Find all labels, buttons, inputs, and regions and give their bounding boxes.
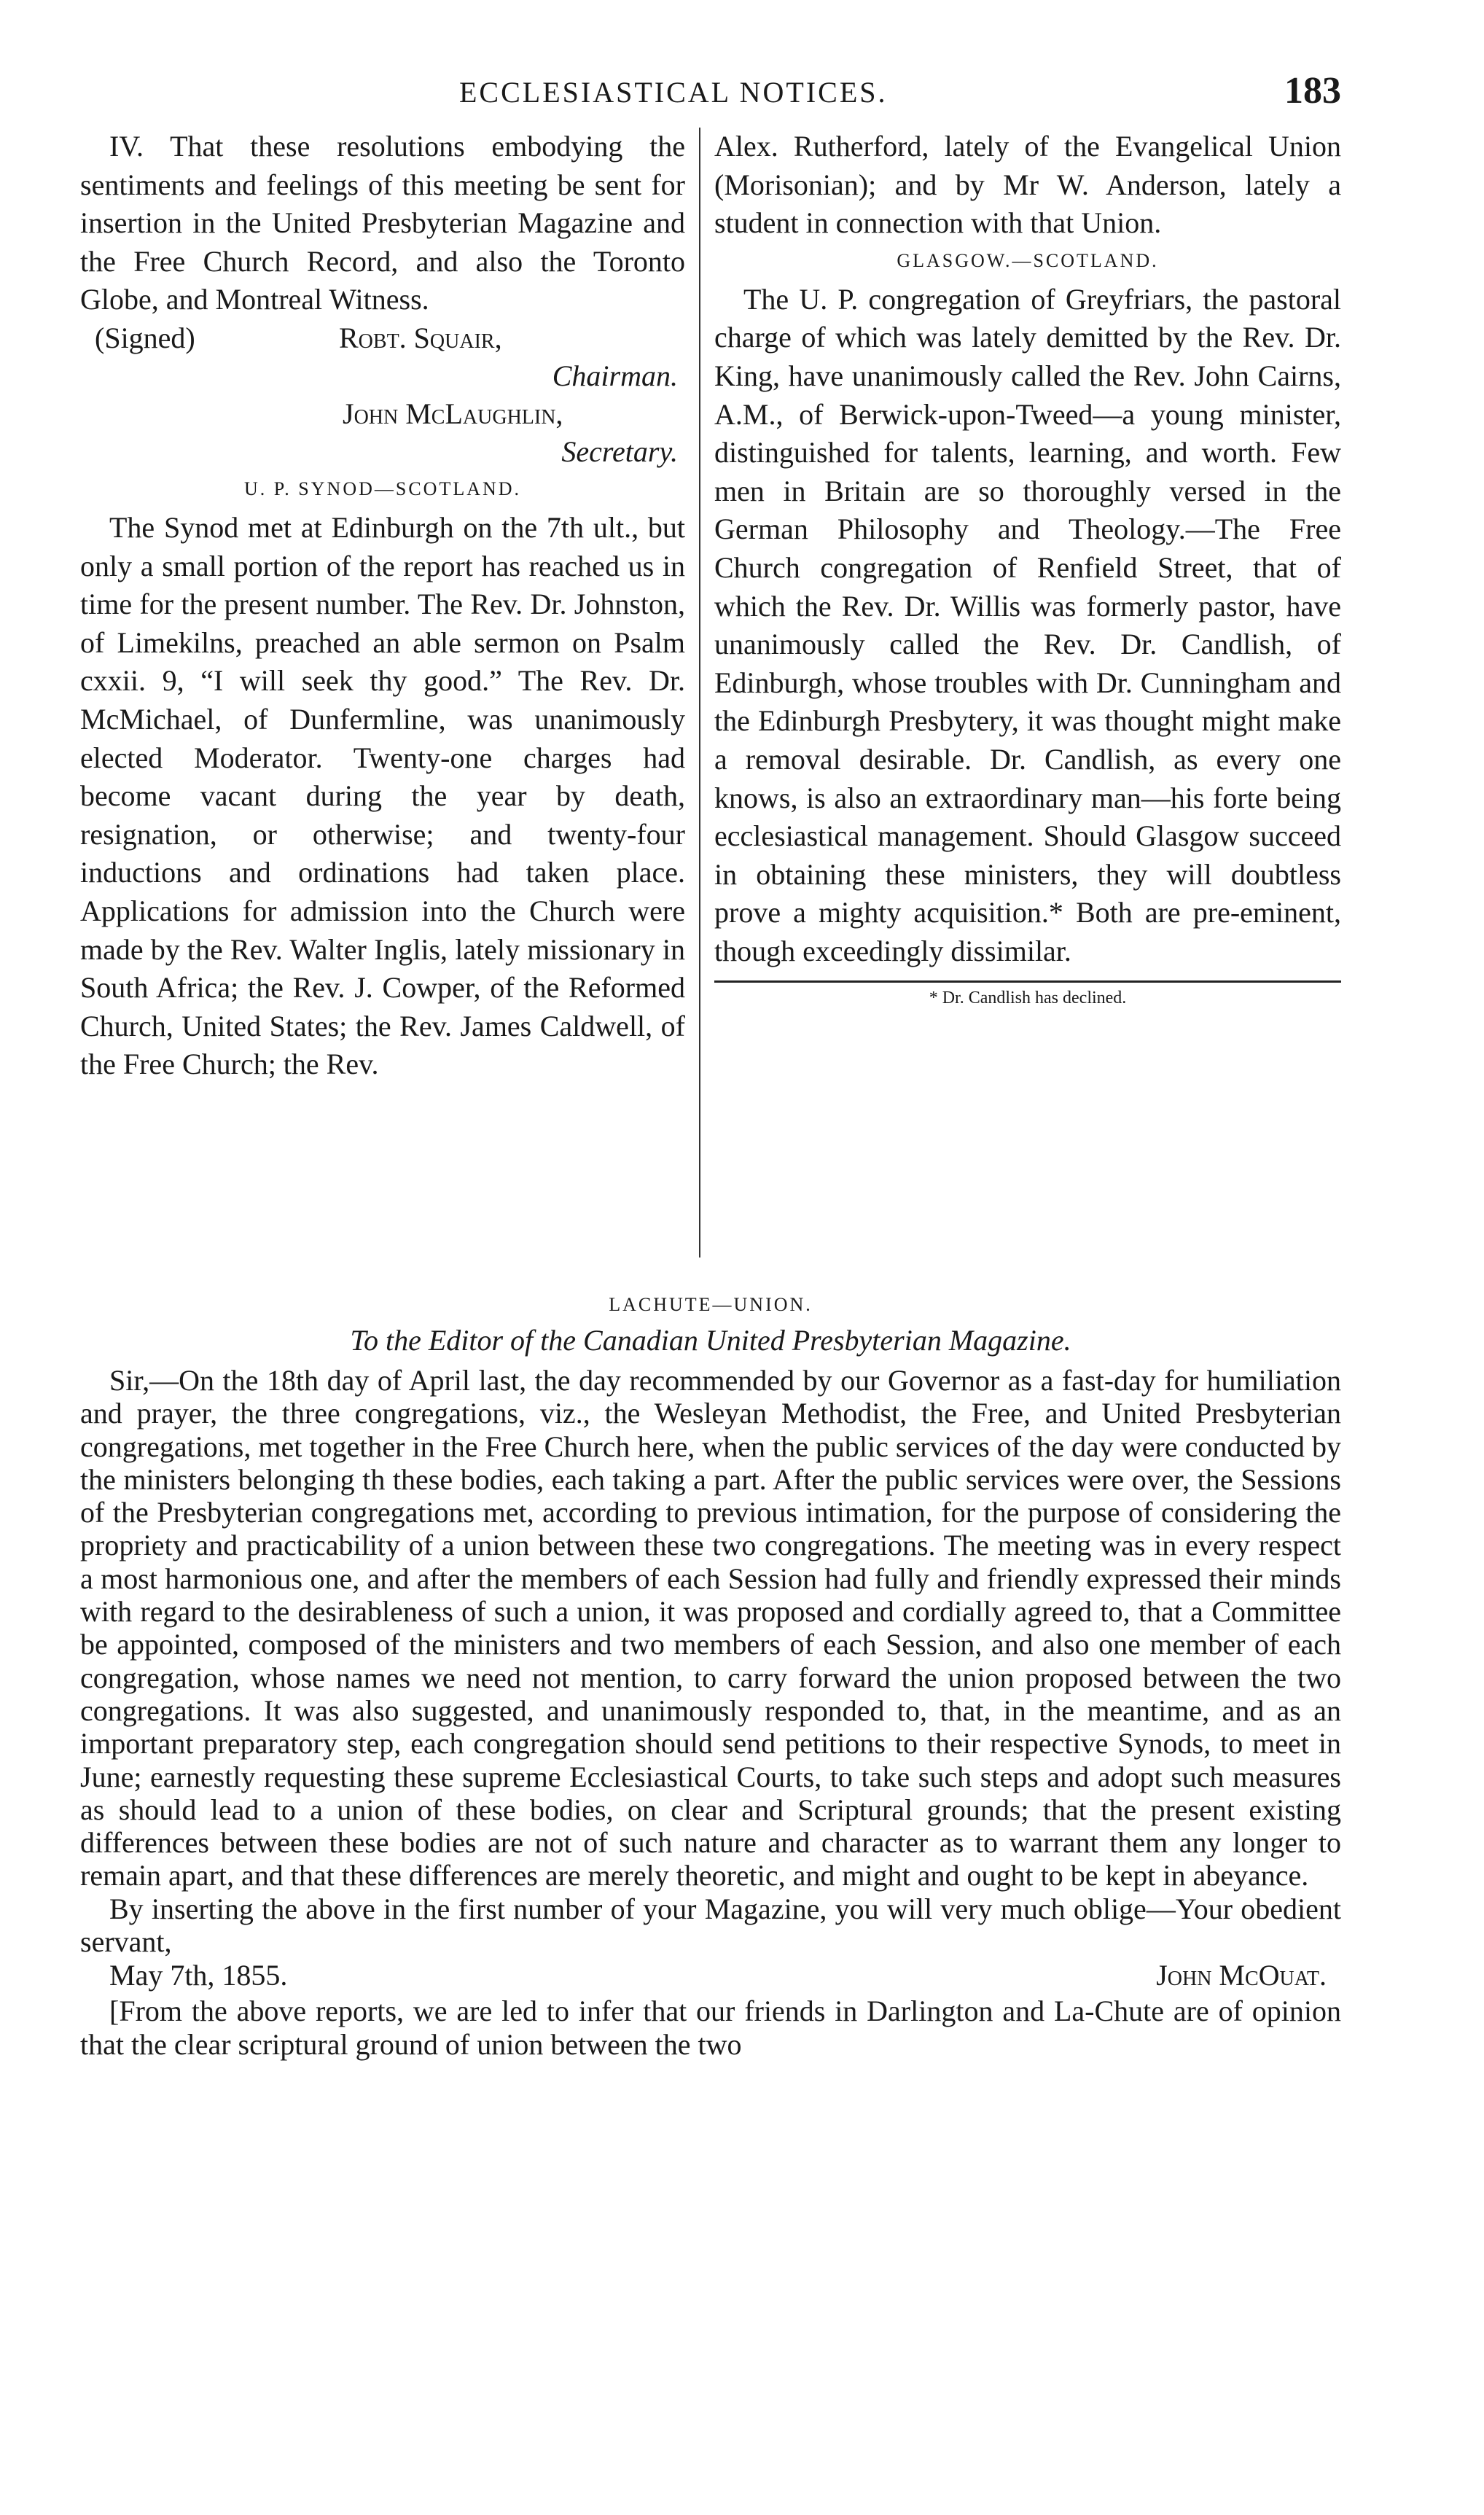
resolution-iv: IV. That these resolutions embodying the sentiments and feelings of this meeting be sent for insertion in the United Presbyterian Magazine and the Free Church Record, and also the Toronto Globe, and Montreal Witness. — [80, 130, 685, 316]
column-divider — [699, 128, 700, 1258]
letter-date: May 7th, 1855. — [109, 1959, 288, 1992]
two-column-section — [80, 128, 1341, 1287]
page-header — [80, 69, 1341, 128]
editor-note: [From the above reports, we are led to infer that our friends in Darlington and La-Chute are of opinion that the clear scriptural ground of union between the two — [80, 1995, 1341, 2061]
glasgow-heading: GLASGOW.—SCOTLAND. — [897, 249, 1159, 271]
page — [80, 69, 1341, 2061]
footnote: * Dr. Candlish has declined. — [929, 989, 1127, 1008]
continuation-paragraph: Alex. Rutherford, lately of the Evangelical Union (Morisonian); and by Mr W. Anderson, lately a student in connection with that Union. — [714, 130, 1341, 240]
closing-paragraph: By inserting the above in the first number of your Magazine, you will very much oblige—Your obedient servant, — [80, 1892, 1341, 1959]
running-title: ECCLESIASTICAL NOTICES. — [459, 76, 888, 109]
glasgow-paragraph: The U. P. congregation of Greyfriars, the pastoral charge of which was lately demitted by the Rev. Dr. King, have unanimously called the Rev. John Cairns, A.M., of Berwick-upon-Tweed—a young minister, distinguished for talents, learning, and worth. Few men in Britain are so thoroughly versed in the German Philosophy and Theology.—The Free Church congregation of Renfield Street, that of which the Rev. Dr. Willis was formerly pastor, have unanimously called the Rev. Dr. Candlish, of Edinburgh, whose troubles with Dr. Cunningham and the Edinburgh Presbytery, it was thought might make a removal desirable. Dr. Candlish, as every one knows, is also an extraordinary man—his forte being ecclesiastical management. Should Glasgow succeed in obtaining these ministers, they will doubtless prove a mighty acquisition.* Both are pre-eminent, though exceedingly dissimilar. — [714, 282, 1341, 967]
chairman-title: Chairman. — [552, 359, 678, 392]
signed-row — [80, 319, 685, 357]
page-number: 183 — [1284, 70, 1341, 112]
editor-address: To the Editor of the Canadian United Presbyterian Magazine. — [350, 1324, 1071, 1357]
secretary-title: Secretary. — [561, 434, 678, 468]
secretary-name: John McLaughlin, — [343, 397, 563, 430]
left-column — [80, 128, 685, 1084]
letter-paragraph: Sir,—On the 18th day of April last, the day recommended by our Governor as a fast-day for humiliation and prayer, the three congregations, viz., the Wesleyan Methodist, the Free, and United Presbyterian congregations, met together in the Free Church here, when the public services of the day were conducted by the ministers belonging th these bodies, each taking a part. After the public services were over, the Sessions of the Presbyterian congregations met, according to previous intimation, for the purpose of considering the propriety and practicability of a union between these two congregations. The meeting was in every respect a most harmonious one, and after the members of each Session had fully and friendly expressed their minds with regard to the desirableness of such a union, it was proposed and cordially agreed to, that a Committee be appointed, composed of the ministers and two members of each Session, and also one member of each congregation, whose names we need not mention, to carry forward the union proposed between the two congregations. It was also suggested, and unanimously responded to, that, in the meantime, and as an important preparatory step, each congregation should send petitions to their respective Synods, to meet in June; earnestly requesting these supreme Ecclesiastical Courts, to take such steps and adopt such measures as should lead to a union of these bodies, on clear and Scriptural grounds; that the present existing differences between these bodies are not of such nature and character as to warrant them any longer to remain apart, and that these differences are merely theoretic, and might and ought to be kept in abeyance. — [80, 1364, 1341, 1892]
synod-paragraph: The Synod met at Edinburgh on the 7th ult., but only a small portion of the report has reached us in time for the present number. The Rev. Dr. Johnston, of Limekilns, preached an able sermon on Psalm cxxii. 9, “I will seek thy good.” The Rev. Dr. McMichael, of Dunfermline, was unanimously elected Moderator. Twenty-one charges had become vacant during the year by death, resignation, or otherwise; and twenty-four inductions and ordinations had taken place. Applications for admission into the Church were made by the Rev. Walter Inglis, lately missionary in South Africa; the Rev. J. Cowper, of the Reformed Church, United States; the Rev. James Caldwell, of the Free Church; the Rev. — [80, 510, 685, 1081]
signature: John McOuat. — [1156, 1959, 1327, 1992]
footnote-rule — [714, 980, 1341, 983]
synod-heading: U. P. SYNOD—SCOTLAND. — [243, 477, 522, 499]
lachute-heading: LACHUTE—UNION. — [609, 1294, 813, 1315]
signed-label: (Signed) — [95, 321, 195, 354]
closing-row — [80, 1958, 1341, 1995]
right-column — [714, 128, 1341, 1008]
lachute-section — [80, 1294, 1341, 2061]
chairman-name: Robt. Squair, — [339, 321, 502, 354]
